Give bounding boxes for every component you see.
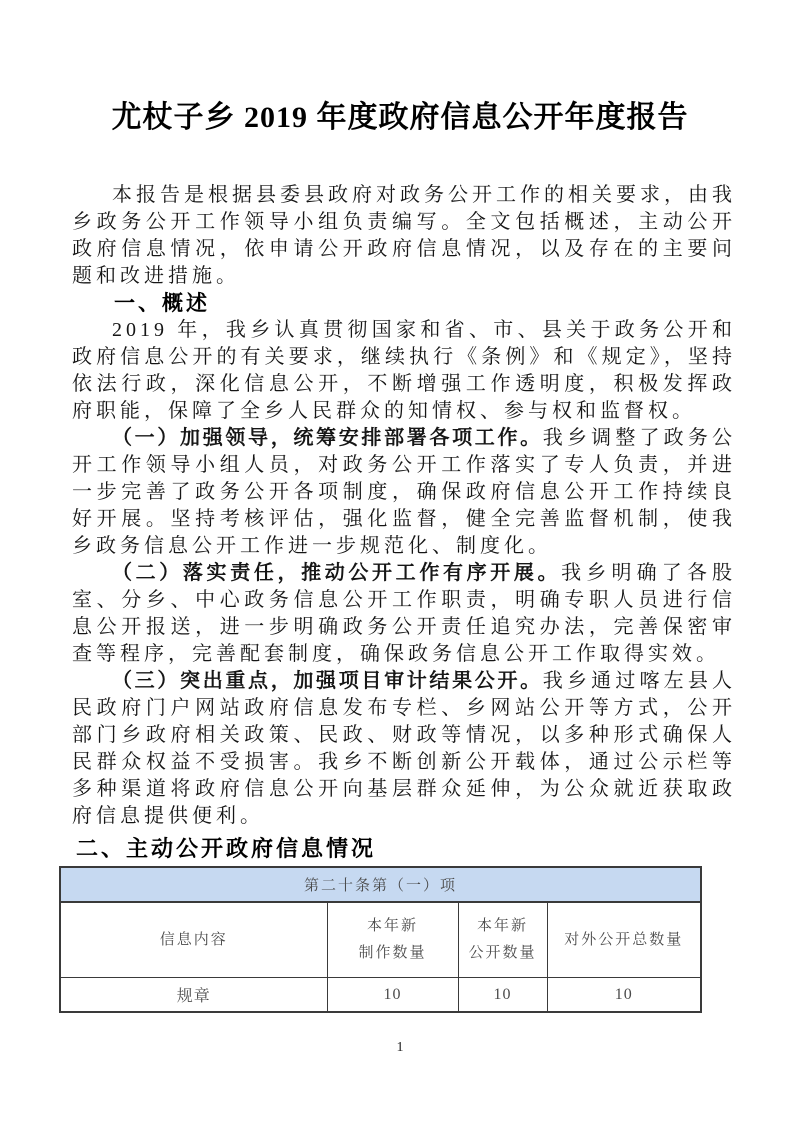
col-header-new-disclosed: 本年新 公开数量 (458, 902, 547, 978)
disclosure-table (59, 866, 702, 1013)
sub-item-2-lead: （二）落实责任，推动公开工作有序开展。 (112, 562, 562, 584)
table-row (60, 978, 701, 1013)
section-1-paragraph: 2019 年，我乡认真贯彻国家和省、市、县关于政务公开和政府信息公开的有关要求，继续执行《条例》和《规定》，坚持依法行政，深化信息公开，不断增强工作透明度，积极发挥政府职能，保障了全乡人民群众的知情权、参与权和监督权。 (72, 319, 736, 422)
table-title-row (60, 867, 701, 902)
col-header-total-public: 对外公开总数量 (547, 902, 701, 978)
table-header-row (60, 902, 701, 978)
sub-item-1-body: 我乡调整了政务公开工作领导小组人员，对政务公开工作落实了专人负责，并进一步完善了政务公开各项制度，确保政府信息公开工作持续良好开展。坚持考核评估，强化监督，健全完善监督机制，使我乡政务信息公开工作进一步规范化、制度化。 (72, 427, 737, 557)
table-title-cell: 第二十条第（一）项 (60, 867, 701, 902)
section-1-heading: 一、概述 (114, 292, 210, 315)
section-2-heading: 二、主动公开政府信息情况 (76, 836, 377, 861)
page-number: 1 (396, 1040, 404, 1055)
document-body (72, 182, 736, 830)
document-title: 尤杖子乡 2019 年度政府信息公开年度报告 (111, 101, 689, 134)
sub-item-1-lead: （一）加强领导，统筹安排部署各项工作。 (112, 427, 543, 449)
cell-new-produced: 10 (327, 978, 458, 1013)
sub-item-1 (72, 425, 736, 560)
col-header-new-produced: 本年新 制作数量 (327, 902, 458, 978)
sub-item-3-body: 我乡通过喀左县人民政府门户网站政府信息发布专栏、乡网站公开等方式，公开部门乡政府相关政策、民政、财政等情况，以多种形式确保人民群众权益不受损害。我乡不断创新公开载体，通过公示栏等多种渠道将政府信息公开向基层群众延伸，为公众就近获取政府信息提供便利。 (72, 670, 737, 827)
cell-category: 规章 (60, 978, 327, 1013)
sub-item-3 (72, 668, 736, 830)
cell-total-public: 10 (547, 978, 701, 1013)
intro-paragraph: 本报告是根据县委县政府对政务公开工作的相关要求，由我乡政务公开工作领导小组负责编写。全文包括概述，主动公开政府信息情况，依申请公开政府信息情况，以及存在的主要问题和改进措施。 (72, 184, 736, 287)
sub-item-2 (72, 560, 736, 668)
cell-new-disclosed: 10 (458, 978, 547, 1013)
sub-item-3-lead: （三）突出重点，加强项目审计结果公开。 (112, 670, 543, 692)
sub-item-2-body: 我乡明确了各股室、分乡、中心政务信息公开工作职责，明确专职人员进行信息公开报送，进一步明确政务公开责任追究办法，完善保密审查等程序，完善配套制度，确保政务信息公开工作取得实效。 (72, 562, 737, 665)
col-header-info-content: 信息内容 (60, 902, 327, 978)
